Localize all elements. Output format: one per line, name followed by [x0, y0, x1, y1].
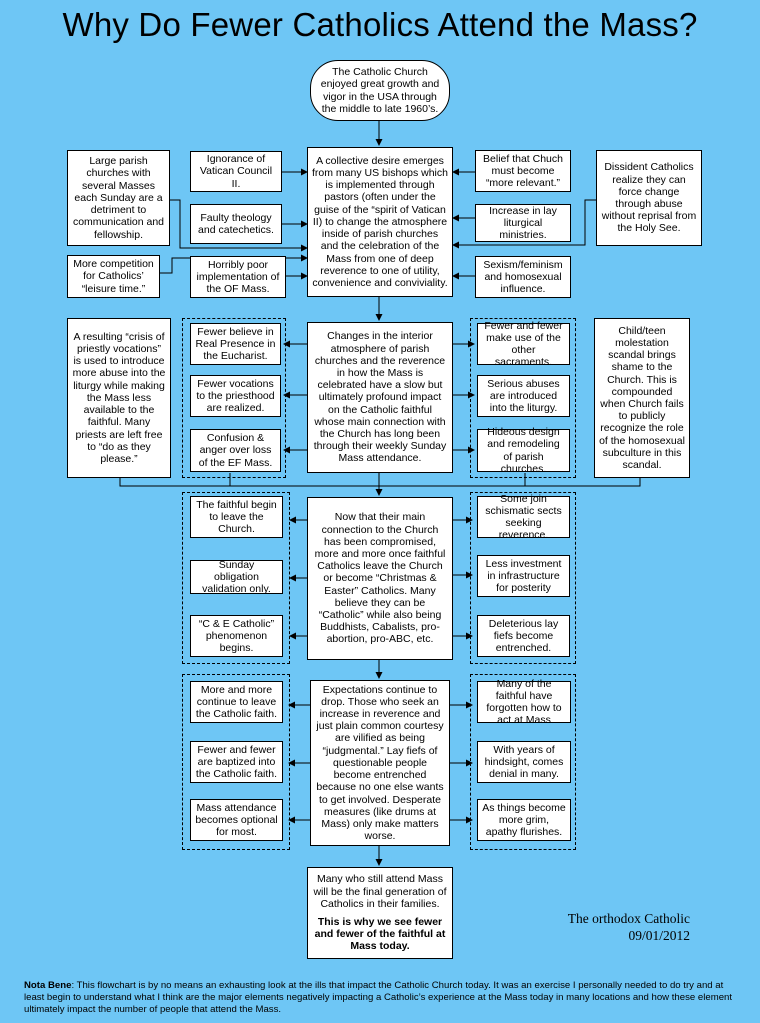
nota-bene-label: Nota Bene [24, 980, 72, 991]
page-title: Why Do Fewer Catholics Attend the Mass? [62, 6, 698, 43]
effect-left-3a: The faithful begin to leave the Church. [190, 496, 283, 538]
cause-right-2: Increase in lay liturgical ministries. [475, 204, 571, 242]
final-node: Many who still attend Mass will be the final generation of Catholics in their families. This is why we see fewer and fewer of the faithful at Mass today. [307, 867, 453, 959]
far-right-node-2: Child/teen molestation scandal brings shame to the Church. This is compounded when Church fails to publicly recognize the role of the homosexual subculture in this scandal. [594, 318, 690, 478]
effect-left-2b: Fewer vocations to the priesthood are realized. [190, 375, 281, 417]
far-left-node-1: Large parish churches with several Masses each Sunday are a detriment to communication and fellowship. [67, 150, 170, 246]
center-node-3: Now that their main connection to the Church has been compromised, more and more once faithful Catholics leave the Church or become “Christmas & Easter” Catholics. Many believe they can be “Catholic” while also being Buddhists, Cabalists, pro-abortion, pro-ABC, etc. [307, 497, 453, 660]
effect-right-2c: Hideous design and remodeling of parish churches. [477, 429, 570, 472]
effect-left-4a: More and more continue to leave the Catholic faith. [190, 681, 283, 723]
effect-right-4c: As things become more grim, apathy flurishes. [477, 799, 571, 841]
center-node-1: A collective desire emerges from many US bishops which is implemented through pastors (often under the guise of the “spirit of Vatican II) to change the atmosphere inside of parish churches and the celebration of the Mass from one of deep reverence to one of utility, convenience and conviviality. [307, 147, 453, 297]
effect-left-3b: Sunday obligation validation only. [190, 560, 283, 594]
effect-left-4b: Fewer and fewer are baptized into the Catholic faith. [190, 741, 283, 783]
far-left-node-3: A resulting “crisis of priestly vocations” is used to introduce more abuse into the liturgy while making the Mass less available to the faithful. Many priests are left free to “do as they please.” [67, 318, 171, 478]
effect-right-3a: Some join schismatic sects seeking reverence. [477, 496, 570, 538]
far-left-node-2: More competition for Catholics’ “leisure time.” [67, 255, 160, 298]
effect-right-3b: Less investment in infrastructure for posterity [477, 555, 570, 597]
effect-left-2c: Confusion & anger over loss of the EF Mass. [190, 429, 281, 472]
center-node-4: Expectations continue to drop. Those who seek an increase in reverence and just plain common courtesy are vilified as being “judgmental.” Lay fiefs of questionable people become entrenched because no one else wants to get involved. Desperate measures (like drums at Mass) only make matters worse. [310, 680, 450, 846]
effect-left-4c: Mass attendance becomes optional for most. [190, 799, 283, 841]
cause-left-3: Horribly poor implementation of the OF Mass. [190, 256, 286, 298]
effect-right-2b: Serious abuses are introduced into the liturgy. [477, 375, 570, 417]
cause-right-3: Sexism/feminism and homosexual influence. [475, 256, 571, 298]
effect-right-3c: Deleterious lay fiefs become entrenched. [477, 615, 570, 657]
far-right-node-1: Dissident Catholics realize they can force change through abuse without reprisal from the Holy See. [596, 150, 702, 246]
effect-right-2a: Fewer and fewer make use of the other sacraments. [477, 323, 570, 365]
signature: The orthodox Catholic 09/01/2012 [567, 911, 690, 943]
cause-right-1: Belief that Chuch must become “more relevant.” [475, 150, 571, 192]
cause-left-1: Ignorance of Vatican Council II. [190, 151, 282, 192]
effect-right-4a: Many of the faithful have forgotten how to act at Mass [477, 681, 571, 723]
effect-left-2a: Fewer believe in Real Presence in the Eucharist. [190, 323, 281, 365]
center-node-2: Changes in the interior atmosphere of parish churches and the reverence in how the Mass is celebrated have a slow but ultimately profound impact on the Catholic faithful whose main connection with the Church has long been through their weekly Sunday Mass attendance. [307, 322, 453, 473]
effect-left-3c: “C & E Catholic” phenomenon begins. [190, 615, 283, 657]
nota-bene-text: : This flowchart is by no means an exhausting look at the ills that impact the Catholic Church today. It was an exercise I personally needed to do try and at least begin to understand what I think are the major elements negatively impacting a Catholic’s experience at the Mass today in many locations and how these element ultimately impact the number of people that attend the Mass. [24, 980, 733, 1015]
cause-left-2: Faulty theology and catechetics. [190, 204, 282, 244]
nota-bene [24, 980, 744, 1015]
effect-right-4b: With years of hindsight, comes denial in many. [477, 741, 571, 783]
start-node: The Catholic Church enjoyed great growth and vigor in the USA through the middle to late 1960’s. [310, 60, 450, 121]
